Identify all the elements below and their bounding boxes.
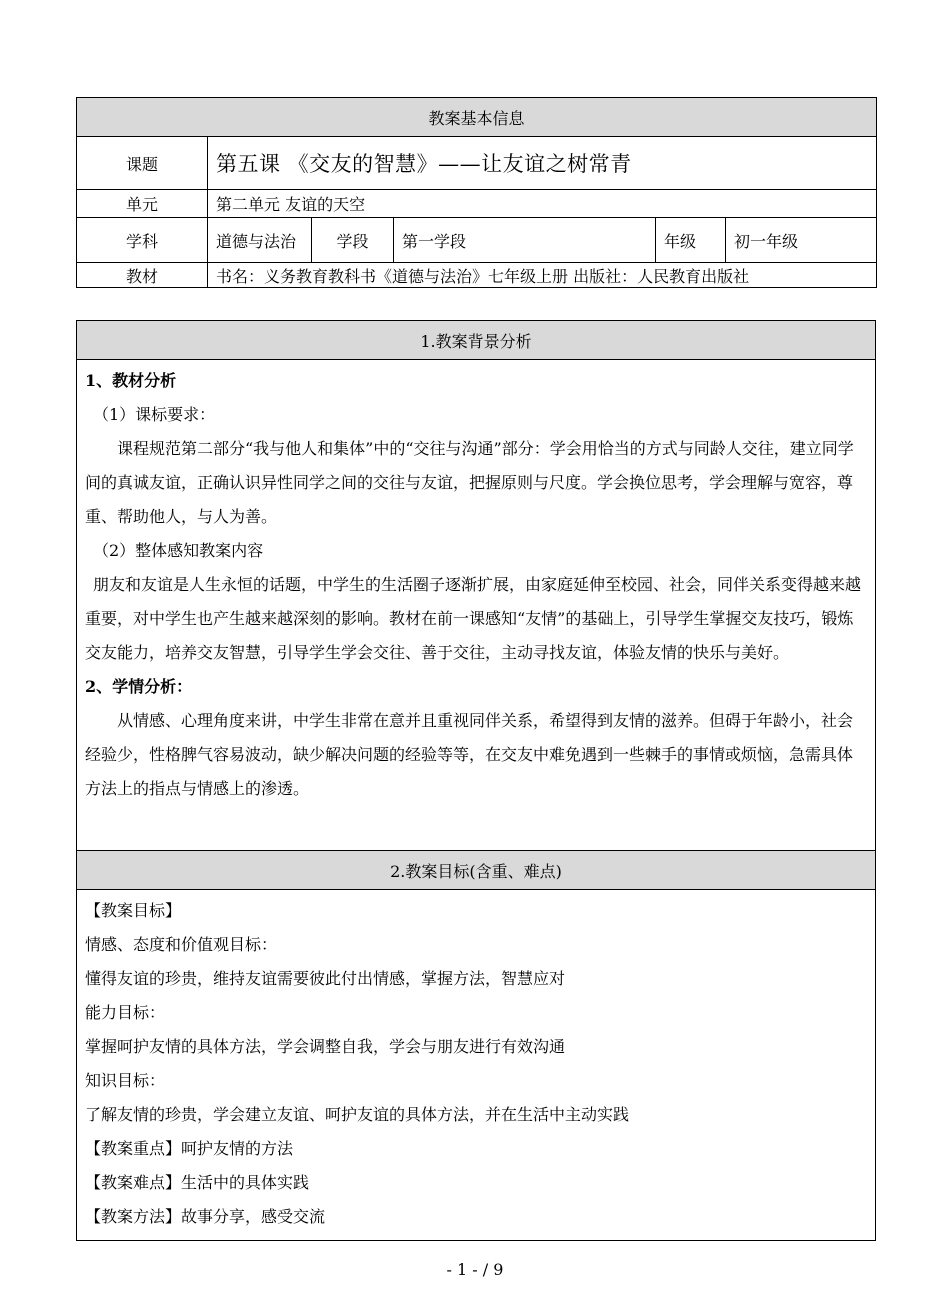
- key-point: 【教案重点】呵护友情的方法: [85, 1139, 294, 1158]
- material-label: 教材: [77, 263, 208, 288]
- page-number: - 1 - / 9: [446, 1260, 504, 1279]
- knowledge-goal-text: 了解友情的珍贵，学会建立友谊、呵护友谊的具体方法，并在生活中主动实践: [85, 1105, 630, 1124]
- student-analysis-heading: 2、学情分析：: [85, 677, 193, 696]
- grade-value: 初一年级: [726, 218, 877, 263]
- ability-goal-label: 能力目标：: [85, 1003, 166, 1022]
- section2-title: 2.教案目标(含重、难点): [77, 851, 876, 890]
- emotion-goal-text: 懂得友谊的珍贵，维持友谊需要彼此付出情感，掌握方法，智慧应对: [85, 969, 566, 988]
- teaching-method: 【教案方法】故事分享，感受交流: [85, 1207, 326, 1226]
- material-value: 书名：义务教育教科书《道德与法治》七年级上册 出版社：人民教育出版社: [208, 263, 877, 288]
- ability-goal-text: 掌握呵护友情的具体方法，学会调整自我，学会与朋友进行有效沟通: [85, 1037, 566, 1056]
- subject-label: 学科: [77, 218, 208, 263]
- stage-label: 学段: [312, 218, 394, 263]
- topic-value: 第五课 《交友的智慧》——让友谊之树常青: [208, 137, 877, 190]
- material-analysis-heading: 1、教材分析: [85, 371, 177, 390]
- content-overview-text: 朋友和友谊是人生永恒的话题，中学生的生活圈子逐渐扩展，由家庭延伸至校园、社会，同伴关系变得越来越重要，对中学生也产生越来越深刻的影响。教材在前一课感知“友情”的基础上，引导学生掌握交友技巧，锻炼交友能力，培养交友智慧，引导学生学会交往、善于交往，主动寻找友谊，体验友情的快乐与美好。: [85, 575, 862, 662]
- basic-info-header: 教案基本信息: [77, 98, 877, 137]
- grade-label: 年级: [656, 218, 726, 263]
- emotion-goal-label: 情感、态度和价值观目标：: [85, 935, 278, 954]
- section2-body: [77, 890, 876, 1241]
- unit-label: 单元: [77, 190, 208, 218]
- subject-value: 道德与法治: [208, 218, 312, 263]
- knowledge-goal-label: 知识目标：: [85, 1071, 166, 1090]
- goal-heading: 【教案目标】: [85, 901, 182, 920]
- student-analysis-text: 从情感、心理角度来讲，中学生非常在意并且重视同伴关系，希望得到友情的滋养。但碍于年龄小，社会经验少，性格脾气容易波动，缺少解决问题的经验等等，在交友中难免遇到一些棘手的事情或烦恼，急需具体方法上的指点与情感上的渗透。: [85, 711, 854, 798]
- curriculum-req-text: 课程规范第二部分“我与他人和集体”中的“交往与沟通”部分：学会用恰当的方式与同龄人交往，建立同学间的真诚友谊，正确认识异性同学之间的交往与友谊，把握原则与尺度。学会换位思考，学会理解与宽容，尊重、帮助他人，与人为善。: [85, 439, 854, 526]
- unit-value: 第二单元 友谊的天空: [208, 190, 877, 218]
- basic-info-table: [76, 97, 877, 288]
- difficulty-point: 【教案难点】生活中的具体实践: [85, 1173, 310, 1192]
- topic-label: 课题: [77, 137, 208, 190]
- curriculum-req-heading: （1）课标要求：: [93, 405, 216, 424]
- stage-value: 第一学段: [394, 218, 656, 263]
- content-overview-heading: （2）整体感知教案内容: [93, 541, 264, 560]
- section1-title: 1.教案背景分析: [77, 321, 876, 360]
- lesson-plan-table: [76, 320, 876, 1241]
- section1-body: [77, 360, 876, 851]
